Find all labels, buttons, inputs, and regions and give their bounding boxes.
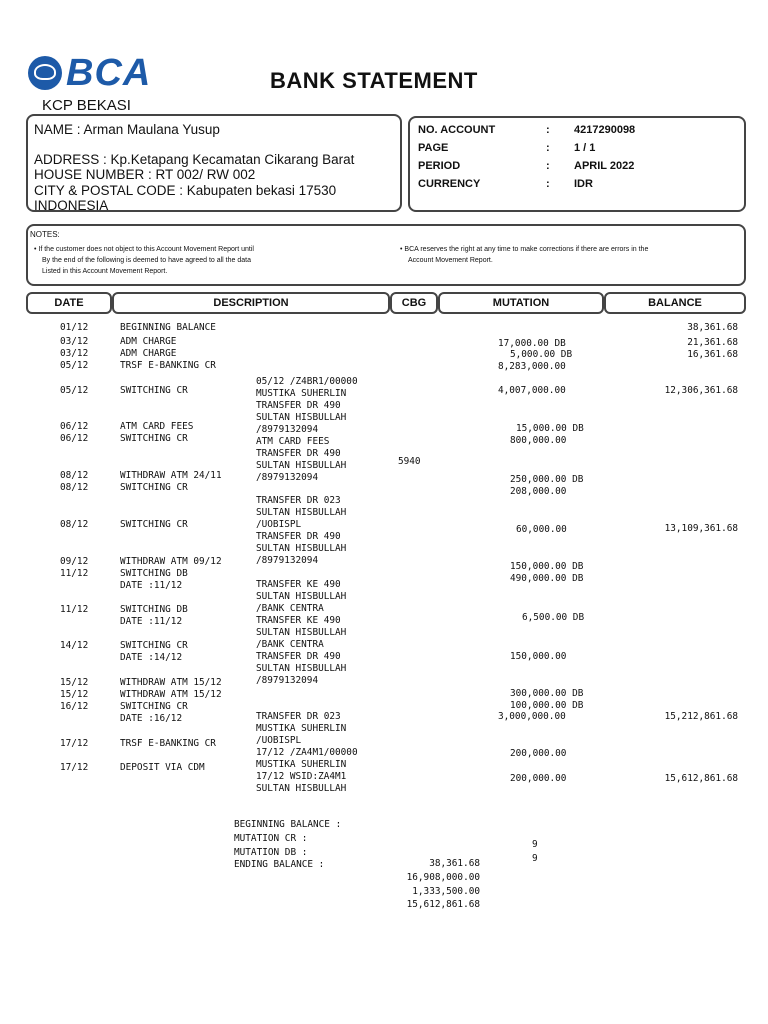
- txn-balance: 15,612,861.68: [664, 773, 738, 784]
- txn-detail: /BANK CENTRA: [256, 639, 324, 650]
- summary-amount: 38,361.68: [429, 858, 480, 869]
- txn-balance: 13,109,361.68: [664, 523, 738, 534]
- txn-balance: 15,212,861.68: [664, 711, 738, 722]
- customer-city-postal: CITY & POSTAL CODE : Kabupaten bekasi 17530: [34, 183, 337, 198]
- branch-name: KCP BEKASI: [42, 97, 131, 114]
- colon: :: [546, 142, 550, 154]
- customer-house-number: HOUSE NUMBER : RT 002/ RW 002: [34, 167, 256, 182]
- txn-detail: TRANSFER KE 490: [256, 615, 341, 626]
- summary-amount: 1,333,500.00: [412, 886, 480, 897]
- txn-description: ATM CARD FEES: [120, 421, 194, 432]
- txn-detail: SULTAN HISBULLAH: [256, 543, 347, 554]
- txn-description: WITHDRAW ATM 24/11: [120, 470, 222, 481]
- txn-description: DATE :14/12: [120, 652, 183, 663]
- txn-description: ADM CHARGE: [120, 348, 177, 359]
- txn-mutation: 17,000.00 DB: [498, 338, 566, 349]
- page-value: 1 / 1: [574, 142, 596, 154]
- bca-logo-icon: [28, 56, 62, 90]
- txn-detail: MUSTIKA SUHERLIN: [256, 723, 347, 734]
- colon: :: [546, 124, 550, 136]
- column-header-cbg: CBG: [390, 292, 438, 314]
- txn-date: 17/12: [60, 762, 89, 773]
- summary-amount: 15,612,861.68: [406, 899, 480, 910]
- note-left-line-2: By the end of the following is deemed to have agreed to all the data: [42, 257, 251, 264]
- txn-detail: /UOBISPL: [256, 735, 302, 746]
- txn-date: 11/12: [60, 568, 89, 579]
- note-left-line-3: Listed in this Account Movement Report.: [42, 268, 168, 275]
- txn-detail: 17/12 WSID:ZA4M1: [256, 771, 347, 782]
- txn-detail: SULTAN HISBULLAH: [256, 507, 347, 518]
- notes-header: NOTES:: [30, 230, 60, 239]
- txn-date: 06/12: [60, 433, 89, 444]
- customer-name: NAME : Arman Maulana Yusup: [34, 122, 220, 137]
- txn-date: 11/12: [60, 604, 89, 615]
- txn-description: SWITCHING CR: [120, 385, 188, 396]
- txn-detail: /8979132094: [256, 675, 319, 686]
- txn-mutation: 208,000.00: [510, 486, 567, 497]
- txn-detail: TRANSFER DR 490: [256, 651, 341, 662]
- txn-description: SWITCHING DB: [120, 568, 188, 579]
- txn-balance: 12,306,361.68: [664, 385, 738, 396]
- customer-info-box: [26, 114, 402, 212]
- txn-detail: SULTAN HISBULLAH: [256, 627, 347, 638]
- txn-mutation: 200,000.00: [510, 748, 567, 759]
- txn-detail: /UOBISPL: [256, 519, 302, 530]
- txn-detail: TRANSFER DR 490: [256, 448, 341, 459]
- txn-description: DEPOSIT VIA CDM: [120, 762, 205, 773]
- txn-description: TRSF E-BANKING CR: [120, 738, 216, 749]
- txn-description: ADM CHARGE: [120, 336, 177, 347]
- txn-detail: SULTAN HISBULLAH: [256, 412, 347, 423]
- txn-date: 08/12: [60, 470, 89, 481]
- txn-description: WITHDRAW ATM 15/12: [120, 689, 222, 700]
- txn-date: 08/12: [60, 519, 89, 530]
- txn-date: 03/12: [60, 336, 89, 347]
- txn-detail: 17/12 /ZA4M1/00000: [256, 747, 358, 758]
- summary-label: MUTATION CR :: [234, 833, 308, 844]
- colon: :: [546, 178, 550, 190]
- txn-date: 05/12: [60, 360, 89, 371]
- account-number-value: 4217290098: [574, 124, 636, 136]
- summary-label: ENDING BALANCE :: [234, 859, 325, 870]
- page-label: PAGE: [418, 142, 449, 154]
- txn-mutation: 6,500.00 DB: [522, 612, 585, 623]
- txn-detail: /8979132094: [256, 424, 319, 435]
- period-value: APRIL 2022: [574, 160, 635, 172]
- txn-mutation: 490,000.00 DB: [510, 573, 584, 584]
- colon: :: [546, 160, 550, 172]
- txn-balance: 21,361.68: [687, 337, 738, 348]
- txn-date: 17/12: [60, 738, 89, 749]
- currency-label: CURRENCY: [418, 178, 481, 190]
- currency-value: IDR: [574, 178, 593, 190]
- txn-date: 14/12: [60, 640, 89, 651]
- txn-balance: 16,361.68: [687, 349, 738, 360]
- txn-date: 09/12: [60, 556, 89, 567]
- txn-mutation: 100,000.00 DB: [510, 700, 584, 711]
- txn-date: 15/12: [60, 689, 89, 700]
- txn-mutation: 4,007,000.00: [498, 385, 566, 396]
- txn-mutation: 3,000,000.00: [498, 711, 566, 722]
- txn-mutation: 250,000.00 DB: [510, 474, 584, 485]
- txn-detail: TRANSFER DR 490: [256, 531, 341, 542]
- txn-description: WITHDRAW ATM 15/12: [120, 677, 222, 688]
- column-header-mutation: MUTATION: [438, 292, 604, 314]
- txn-detail: MUSTIKA SUHERLIN: [256, 388, 347, 399]
- txn-date: 15/12: [60, 677, 89, 688]
- notes-box: [26, 224, 746, 286]
- column-header-date: DATE: [26, 292, 112, 314]
- txn-detail: 05/12 /Z4BR1/00000: [256, 376, 358, 387]
- txn-detail: SULTAN HISBULLAH: [256, 460, 347, 471]
- txn-description: DATE :16/12: [120, 713, 183, 724]
- txn-mutation: 200,000.00: [510, 773, 567, 784]
- summary-count: 9: [532, 853, 538, 864]
- txn-description: WITHDRAW ATM 09/12: [120, 556, 222, 567]
- txn-balance: 38,361.68: [687, 322, 738, 333]
- txn-date: 03/12: [60, 348, 89, 359]
- txn-mutation: 8,283,000.00: [498, 361, 566, 372]
- txn-mutation: 800,000.00: [510, 435, 567, 446]
- customer-address: ADDRESS : Kp.Ketapang Kecamatan Cikarang Barat: [34, 152, 355, 167]
- column-header-description: DESCRIPTION: [112, 292, 390, 314]
- txn-description: SWITCHING CR: [120, 482, 188, 493]
- txn-detail: TRANSFER KE 490: [256, 579, 341, 590]
- note-right-line-2: Account Movement Report.: [408, 257, 493, 264]
- txn-mutation: 150,000.00: [510, 651, 567, 662]
- txn-detail: /8979132094: [256, 472, 319, 483]
- txn-mutation: 15,000.00 DB: [516, 423, 584, 434]
- txn-mutation: 5,000.00 DB: [510, 349, 573, 360]
- summary-label: MUTATION DB :: [234, 847, 308, 858]
- txn-date: 01/12: [60, 322, 89, 333]
- txn-detail: ATM CARD FEES: [256, 436, 330, 447]
- summary-label: BEGINNING BALANCE :: [234, 819, 342, 830]
- txn-date: 16/12: [60, 701, 89, 712]
- txn-date: 05/12: [60, 385, 89, 396]
- summary-amount: 16,908,000.00: [406, 872, 480, 883]
- txn-date: 08/12: [60, 482, 89, 493]
- txn-mutation: 300,000.00 DB: [510, 688, 584, 699]
- txn-description: SWITCHING DB: [120, 604, 188, 615]
- txn-description: DATE :11/12: [120, 580, 183, 591]
- txn-description: SWITCHING CR: [120, 701, 188, 712]
- txn-detail: /BANK CENTRA: [256, 603, 324, 614]
- txn-detail: SULTAN HISBULLAH: [256, 663, 347, 674]
- txn-description: SWITCHING CR: [120, 519, 188, 530]
- txn-description: DATE :11/12: [120, 616, 183, 627]
- txn-detail: SULTAN HISBULLAH: [256, 591, 347, 602]
- txn-description: SWITCHING CR: [120, 640, 188, 651]
- txn-detail: TRANSFER DR 490: [256, 400, 341, 411]
- period-label: PERIOD: [418, 160, 461, 172]
- txn-description: SWITCHING CR: [120, 433, 188, 444]
- txn-detail: SULTAN HISBULLAH: [256, 783, 347, 794]
- txn-detail: TRANSFER DR 023: [256, 711, 341, 722]
- txn-detail: TRANSFER DR 023: [256, 495, 341, 506]
- txn-mutation: 60,000.00: [516, 524, 567, 535]
- account-number-label: NO. ACCOUNT: [418, 124, 496, 136]
- txn-description: TRSF E-BANKING CR: [120, 360, 216, 371]
- customer-country: INDONESIA: [34, 198, 109, 213]
- summary-count: 9: [532, 839, 538, 850]
- txn-description: BEGINNING BALANCE: [120, 322, 216, 333]
- bank-logo-text: BCA: [66, 52, 152, 94]
- account-info-box: [408, 116, 746, 212]
- txn-cbg: 5940: [398, 456, 421, 467]
- column-header-balance: BALANCE: [604, 292, 746, 314]
- txn-detail: MUSTIKA SUHERLIN: [256, 759, 347, 770]
- note-left-line-1: • If the customer does not object to this Account Movement Report until: [34, 246, 254, 253]
- page-title: BANK STATEMENT: [270, 68, 478, 93]
- txn-mutation: 150,000.00 DB: [510, 561, 584, 572]
- txn-date: 06/12: [60, 421, 89, 432]
- txn-detail: /8979132094: [256, 555, 319, 566]
- note-right-line-1: • BCA reserves the right at any time to make corrections if there are errors in the: [400, 246, 649, 253]
